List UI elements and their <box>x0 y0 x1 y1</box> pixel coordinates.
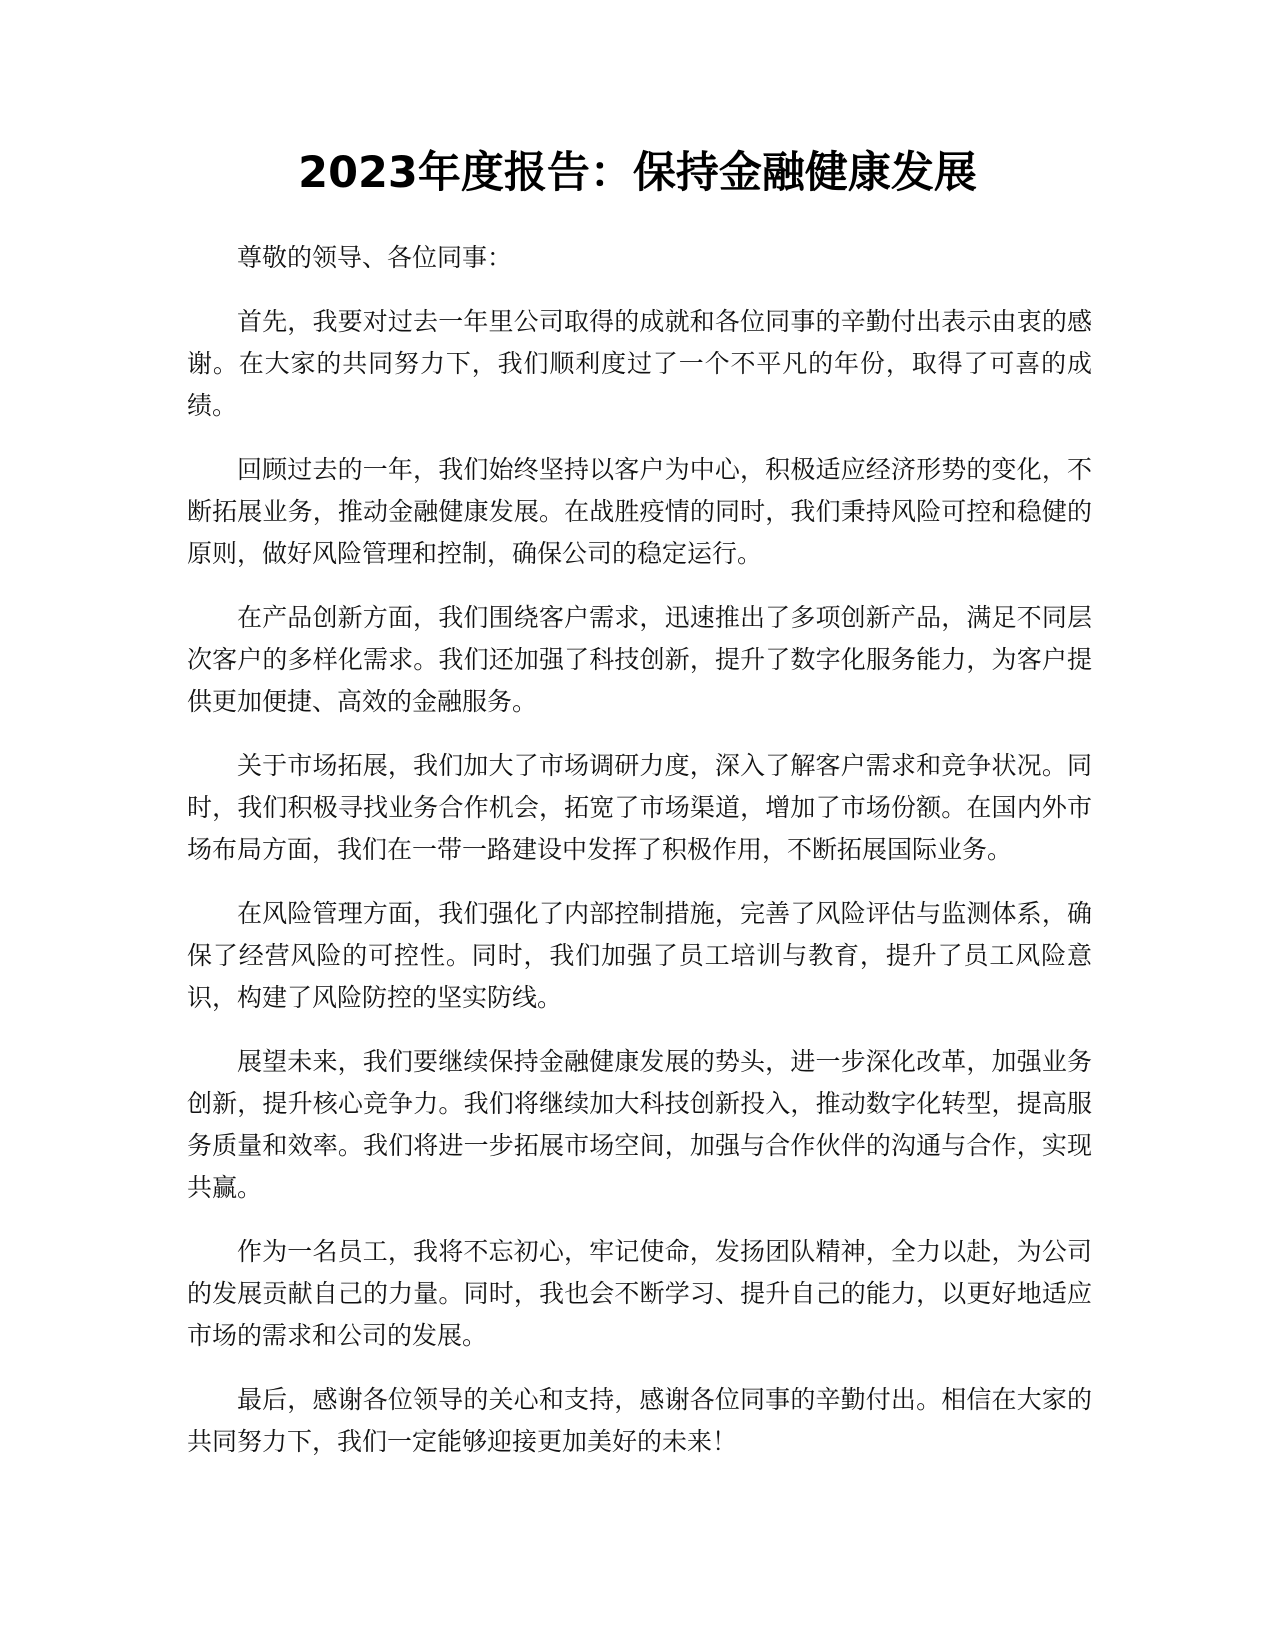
paragraph: 首先，我要对过去一年里公司取得的成就和各位同事的辛勤付出表示由衷的感谢。在大家的共同努力下，我们顺利度过了一个不平凡的年份，取得了可喜的成绩。 <box>187 307 1092 420</box>
paragraph: 回顾过去的一年，我们始终坚持以客户为中心，积极适应经济形势的变化，不断拓展业务，推动金融健康发展。在战胜疫情的同时，我们秉持风险可控和稳健的原则，做好风险管理和控制，确保公司的稳定运行。 <box>187 455 1092 568</box>
document-title: 2023年度报告：保持金融健康发展 <box>298 148 977 198</box>
paragraph: 展望未来，我们要继续保持金融健康发展的势头，进一步深化改革，加强业务创新，提升核心竞争力。我们将继续加大科技创新投入，推动数字化转型，提高服务质量和效率。我们将进一步拓展市场空间，加强与合作伙伴的沟通与合作，实现共赢。 <box>187 1047 1092 1202</box>
paragraph: 作为一名员工，我将不忘初心，牢记使命，发扬团队精神，全力以赴，为公司的发展贡献自己的力量。同时，我也会不断学习、提升自己的能力，以更好地适应市场的需求和公司的发展。 <box>187 1237 1092 1350</box>
paragraph: 在风险管理方面，我们强化了内部控制措施，完善了风险评估与监测体系，确保了经营风险的可控性。同时，我们加强了员工培训与教育，提升了员工风险意识，构建了风险防控的坚实防线。 <box>187 899 1092 1012</box>
document-body <box>187 237 1092 1485</box>
paragraph: 在产品创新方面，我们围绕客户需求，迅速推出了多项创新产品，满足不同层次客户的多样化需求。我们还加强了科技创新，提升了数字化服务能力，为客户提供更加便捷、高效的金融服务。 <box>187 603 1092 716</box>
salutation: 尊敬的领导、各位同事： <box>237 243 513 272</box>
paragraph: 关于市场拓展，我们加大了市场调研力度，深入了解客户需求和竞争状况。同时，我们积极寻找业务合作机会，拓宽了市场渠道，增加了市场份额。在国内外市场布局方面，我们在一带一路建设中发挥了积极作用，不断拓展国际业务。 <box>187 751 1092 864</box>
paragraph: 最后，感谢各位领导的关心和支持，感谢各位同事的辛勤付出。相信在大家的共同努力下，我们一定能够迎接更加美好的未来！ <box>187 1385 1092 1456</box>
